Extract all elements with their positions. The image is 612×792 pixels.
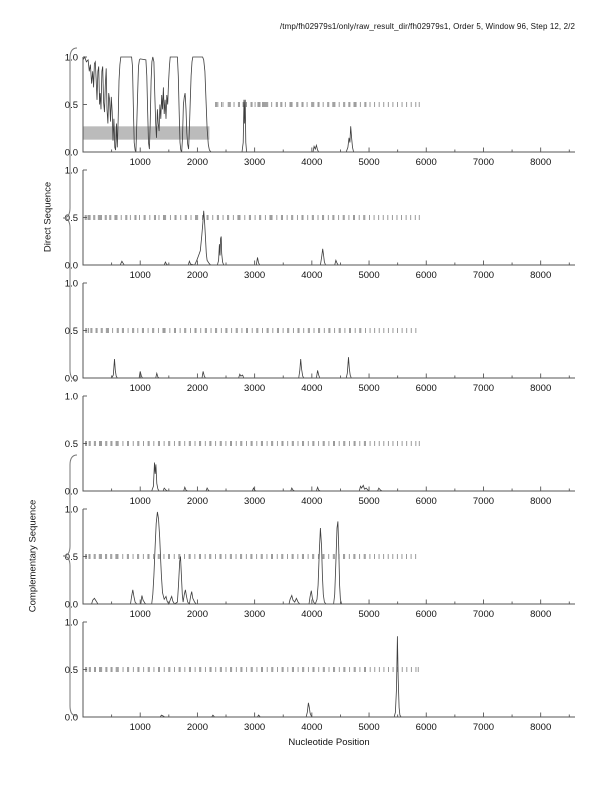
y-tick-label: 0.5 — [64, 326, 78, 337]
y-tick-label: 1.0 — [64, 278, 78, 290]
y-tick-label: 0.0 — [64, 147, 78, 159]
panel-complementary-3 — [65, 618, 575, 734]
x-tick-label: 7000 — [472, 609, 495, 620]
y-tick-label: 1.0 — [64, 165, 78, 177]
x-tick-label: 3000 — [244, 157, 266, 168]
x-tick-label: 7000 — [472, 270, 495, 281]
probability-curve — [83, 357, 575, 378]
y-tick-label: 0.0 — [64, 373, 78, 385]
x-tick-label: 6000 — [415, 609, 437, 620]
x-tick-label: 5000 — [358, 270, 380, 281]
panel-direct-3 — [65, 279, 575, 395]
x-tick-label: 4000 — [301, 609, 323, 620]
panel-direct-2 — [65, 166, 575, 282]
y-tick-label: 0.5 — [64, 100, 78, 111]
shaded-region — [83, 126, 209, 139]
axis-ticks — [83, 622, 569, 717]
y-tick-label: 1.0 — [64, 52, 78, 64]
x-tick-label: 7000 — [472, 496, 495, 507]
x-tick-label: 5000 — [358, 383, 380, 394]
y-tick-label: 1.0 — [64, 504, 78, 516]
x-tick-label: 7000 — [472, 383, 495, 394]
x-tick-label: 1000 — [129, 722, 151, 733]
x-tick-label: 4000 — [301, 157, 323, 168]
x-tick-label: 2000 — [186, 609, 208, 620]
x-tick-label: 3000 — [244, 722, 266, 733]
x-axis-title: Nucleotide Position — [288, 737, 370, 748]
x-tick-label: 5000 — [358, 722, 380, 733]
y-tick-label: 0.0 — [64, 599, 78, 611]
direct-sequence-label: Direct Sequence — [42, 181, 54, 253]
x-tick-label: 1000 — [129, 383, 151, 394]
half-level-ticks — [86, 667, 419, 672]
half-level-ticks — [86, 441, 420, 446]
half-level-ticks — [85, 215, 419, 220]
y-tick-label: 0.0 — [64, 486, 78, 498]
x-tick-label: 8000 — [530, 496, 552, 507]
x-tick-label: 8000 — [530, 157, 552, 168]
x-tick-label: 6000 — [415, 383, 437, 394]
complementary-sequence-label: Complementary Sequence — [27, 499, 39, 613]
x-tick-label: 4000 — [301, 270, 323, 281]
x-tick-label: 2000 — [186, 270, 208, 281]
x-tick-label: 3000 — [244, 383, 266, 394]
y-tick-label: 0.5 — [64, 439, 78, 450]
y-tick-label: 0.5 — [64, 552, 78, 563]
x-tick-label: 4000 — [301, 496, 323, 507]
panel-complementary-1 — [65, 392, 575, 508]
y-tick-label: 0.0 — [64, 712, 78, 724]
probability-curve — [83, 211, 575, 265]
half-level-ticks — [86, 328, 416, 333]
x-tick-label: 6000 — [415, 270, 437, 281]
panel-direct-1 — [65, 53, 575, 169]
y-tick-label: 1.0 — [64, 391, 78, 403]
x-tick-label: 2000 — [186, 722, 208, 733]
x-tick-label: 6000 — [415, 722, 437, 733]
x-tick-label: 3000 — [244, 270, 266, 281]
figure-title: /tmp/fh02979s1/only/raw_result_dir/fh02979s1, Order 5, Window 96, Step 12, 2/2 — [279, 22, 575, 31]
x-tick-label: 3000 — [244, 609, 266, 620]
x-tick-label: 7000 — [472, 722, 495, 733]
axis-ticks — [83, 170, 569, 265]
x-tick-label: 1000 — [129, 496, 151, 507]
panel-complementary-2 — [65, 505, 575, 621]
x-tick-label: 5000 — [358, 157, 380, 168]
x-tick-label: 8000 — [530, 270, 552, 281]
y-tick-label: 0.0 — [64, 260, 78, 272]
x-tick-label: 8000 — [530, 383, 552, 394]
x-tick-label: 2000 — [186, 383, 208, 394]
axis-ticks — [83, 283, 569, 378]
x-tick-label: 1000 — [129, 270, 151, 281]
x-tick-label: 4000 — [301, 383, 323, 394]
half-level-ticks — [216, 102, 420, 107]
x-tick-label: 5000 — [358, 496, 380, 507]
axis-ticks — [83, 396, 569, 491]
x-tick-label: 6000 — [415, 157, 437, 168]
y-tick-label: 1.0 — [64, 617, 78, 629]
x-tick-label: 8000 — [530, 722, 552, 733]
x-tick-label: 1000 — [129, 157, 151, 168]
half-level-ticks — [85, 554, 415, 559]
x-tick-label: 2000 — [186, 496, 208, 507]
probability-curve — [83, 636, 575, 717]
probability-curve — [83, 463, 575, 492]
x-tick-label: 1000 — [129, 609, 151, 620]
x-tick-label: 7000 — [472, 157, 495, 168]
x-tick-label: 4000 — [301, 722, 323, 733]
x-tick-label: 3000 — [244, 496, 266, 507]
panel-axes — [83, 170, 575, 265]
y-tick-label: 0.5 — [64, 665, 78, 676]
x-tick-label: 6000 — [415, 496, 437, 507]
x-tick-label: 8000 — [530, 609, 552, 620]
x-tick-label: 5000 — [358, 609, 380, 620]
x-tick-label: 2000 — [186, 157, 208, 168]
y-tick-label: 0.5 — [64, 213, 78, 224]
